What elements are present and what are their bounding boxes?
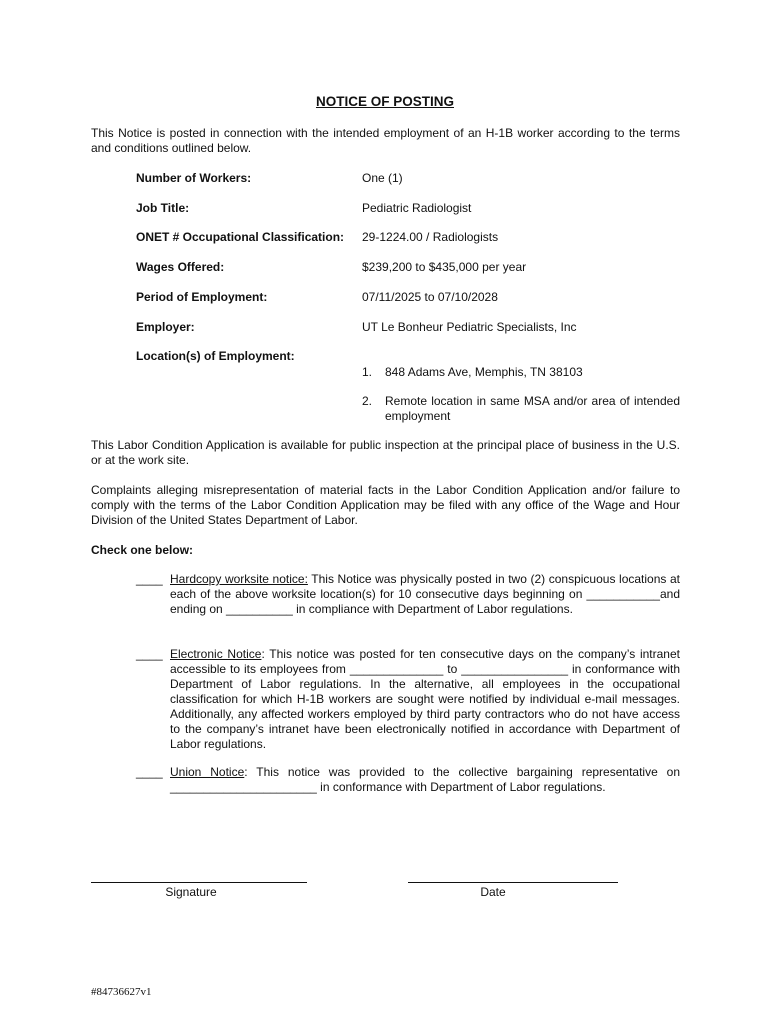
option-body — [170, 572, 680, 617]
option-blank: ____ — [136, 647, 163, 661]
location-number: 1. — [362, 365, 373, 379]
option-blank: ____ — [136, 765, 163, 779]
signature-label: Signature — [165, 885, 217, 899]
detail-label: ONET # Occupational Classification: — [136, 230, 345, 244]
detail-label: Number of Workers: — [136, 171, 252, 185]
detail-value: 29-1224.00 / Radiologists — [362, 230, 499, 244]
location-text: Remote location in same MSA and/or area of intended employment — [385, 394, 680, 423]
signature-line — [91, 882, 307, 883]
document-id: #84736627v1 — [91, 986, 152, 998]
option-text: : This notice was provided to the collective bargaining representative on ______________________ in conformance with Department of Labor regulations. — [170, 765, 681, 794]
date-label: Date — [480, 885, 506, 899]
check-heading: Check one below: — [91, 543, 194, 557]
date-line — [408, 882, 618, 883]
option-heading: Electronic Notice — [170, 647, 262, 661]
lca-paragraph: This Labor Condition Application is available for public inspection at the principal place of business in the U.S. or at the work site. — [91, 438, 680, 467]
detail-label: Wages Offered: — [136, 260, 225, 274]
detail-value: One (1) — [362, 171, 403, 185]
locations-label: Location(s) of Employment: — [136, 349, 295, 363]
detail-value: $239,200 to $435,000 per year — [362, 260, 527, 274]
detail-value: 07/11/2025 to 07/10/2028 — [362, 290, 498, 304]
page-title: NOTICE OF POSTING — [315, 94, 454, 109]
option-text: : This notice was posted for ten consecutive days on the company’s intranet accessible to its employees from ______________ to ________________ in conformance with Department of Labor regulations. In the alternative, all employees in the occupational classification for which H-1B workers are sought were notified by individual e-mail messages. Additionally, any affected workers employed by third party contractors who do not have access to the company’s intranet have been electronically notified in accordance with Department of Labor regulations. — [170, 647, 680, 751]
option-body — [170, 765, 680, 795]
detail-label: Period of Employment: — [136, 290, 268, 304]
option-body — [170, 647, 680, 752]
detail-value: UT Le Bonheur Pediatric Specialists, Inc — [362, 320, 577, 334]
location-text: 848 Adams Ave, Memphis, TN 38103 — [385, 365, 583, 379]
complaints-paragraph: Complaints alleging misrepresentation of material facts in the Labor Condition Application and/or failure to comply with the terms of the Labor Condition Application may be filed with any office of the Wage and Hour Division of the United States Department of Labor. — [91, 483, 680, 527]
option-text: This Notice was physically posted in two (2) conspicuous locations at each of the above worksite location(s) for 10 consecutive days beginning on ___________and ending on __________ in compliance with Department of Labor regulations. — [170, 572, 680, 616]
option-heading: Hardcopy worksite notice: — [170, 572, 308, 586]
intro-paragraph: This Notice is posted in connection with the intended employment of an H-1B worker according to the terms and conditions outlined below. — [91, 126, 680, 155]
detail-value: Pediatric Radiologist — [362, 201, 472, 215]
detail-label: Job Title: — [136, 201, 190, 215]
option-blank: ____ — [136, 572, 163, 586]
detail-label: Employer: — [136, 320, 195, 334]
option-heading: Union Notice — [170, 765, 245, 779]
location-number: 2. — [362, 394, 373, 408]
